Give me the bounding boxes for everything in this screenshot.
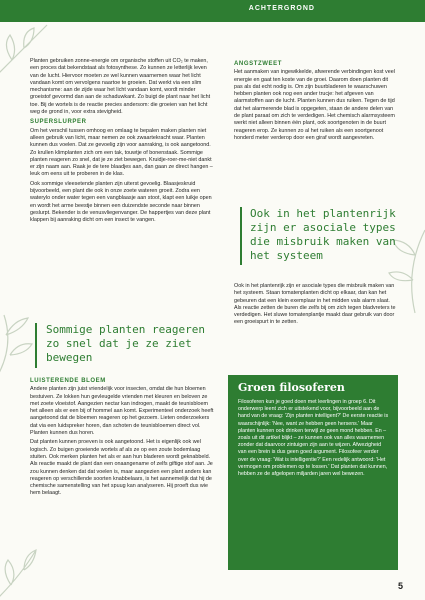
superslurper-paragraph-1: Om het verschil tussen omhoog en omlaag te bepalen maken planten niet alleen gebruik van licht, maar nemen ze ook zwaartekracht waar. Planten kunnen dus voelen. Dat ze gevoelig zijn voor aanraking, is ook aangetoond. Zo krullen klimplanten zich om een tak, touwtje of bonenstaak. Sommige planten reageren zo snel, dat je ze ziet bewegen. Kruidje-roer-me-niet dankt er zijn naam aan. Raak je de tere blaadjes aan, dan gaan ze direct hangen – leuk om eens uit te proberen in de klas. xyxy=(30,127,213,178)
header-bar xyxy=(0,0,425,22)
box-title: Groen filosoferen xyxy=(238,381,345,394)
right-column-middle xyxy=(234,283,398,329)
quote-bar-right xyxy=(240,207,242,265)
bloem-paragraph-2: Dat planten kunnen proeven is ook aangetoond. Het is eigenlijk ook wel logisch. Zo buigen groeiende wortels af als ze op een zoute bodemlaag stuiten. Ook merken planten het als er aan hun bladeren wordt geknabbeld. Als reactie maakt de plant dan een onaangename of zelfs giftige stof aan. Je zou kunnen denken dat dat voelen is, maar aangezien een plant anders kan reageren op verschillende soorten knabbelaars, is het aannemelijk dat hij de chemische samenstelling van het spuug kan analyseren. Hij proeft dus wie hem belaagt. xyxy=(30,439,213,497)
box-body: Filosoferen kun je goed doen met leerlingen in groep 6. Dit onderwerp leent zich er uitstekend voor, bijvoorbeeld aan de hand van de vraag: 'Zijn planten intelligent?' De eerste reactie is waarschijnlijk: 'Nee, want ze hebben geen hersens.' Maar planten kunnen ook drinken terwijl ze geen mond hebben. En – zoals uit dit artikel blijkt – ze kunnen ook van alles waarnemen zonder dat daarvoor zintuigen zijn aan te wijzen. Afwezigheid van een brein is dus geen goed argument. Filosofeer verder over de vraag: 'Wat is intelligentie?' Een redelijk antwoord: 'Het vermogen om problemen op te lossen.' Dat planten dat kunnen, hebben ze de afgelopen miljarden jaren wel bewezen. xyxy=(238,399,389,478)
pull-quote-asociale: Ook in het plantenrijk zijn er asociale types die misbruik maken van het systeem xyxy=(250,207,396,262)
right-column-top xyxy=(234,58,398,144)
groen-filosoferen-box xyxy=(228,375,398,570)
bloem-paragraph-1: Andere planten zijn juist vriendelijk voor insecten, omdat die hun bloemen bestuiven. Ze lokken hun gevleugelde vrienden met kleuren en beloven ze met zoete vloeistof. Aangezien nectar kan indrogen, maakt de teunisbloem het alleen als er een bij of hommel aan komt. Experimenteel onderzoek heeft aangetoond dat de bloemen reageren op het gezoem. Lieten onderzoekers dat via een luidspreker horen, dan schoten de teunisbloemen direct vol. Planten kunnen dus horen. xyxy=(30,386,214,437)
left-column-top xyxy=(30,58,216,227)
asociale-paragraph: Ook in het plantenrijk zijn er asociale types die misbruik maken van het systeem. Staan tomatenplanten dicht op elkaar, dan kan het gebeuren dat een klein exemplaar in het midden vals alarm slaat. Als reactie zetten de buren die zelfs bij om zich tegen bladvreters te verdedigen. Het sluwe tomatenplantje maakt daar gebruik van door een groeispurt in te zetten. xyxy=(234,283,396,326)
leaf-illustration-left-mid xyxy=(0,310,34,380)
section-tag: ACHTERGROND xyxy=(248,5,315,12)
quote-bar-left xyxy=(35,323,37,368)
heading-luisterende-bloem: LUISTERENDE BLOEM xyxy=(30,378,106,384)
heading-angstzweet: ANGSTZWEET xyxy=(234,61,282,67)
leaf-illustration-bottom-left xyxy=(0,540,56,600)
angstzweet-paragraph: Het aanmaken van ingewikkelde, afwerende verbindingen kost veel energie en gaat ten koste van de groei. Daarom doen planten dit pas als dat echt nodig is. Om zijn buurbladeren te waarschuwen hebben planten ook nog een ander trucje: het afgeven van alarmstoffen aan de lucht. Planten kunnen dus ruiken. Tegen de tijd dat het alarmerende blad is opgegeten, staan de andere delen van de plant paraat om zich te verdedigen. Het chemisch alarmsysteem werkt niet alleen binnen één plant, ook soortgenoten in de buurt reageren erop. Ze kunnen zo al het ruiken als een soortgenoot honderd meter verderop door een giraf wordt aangevreten. xyxy=(234,69,395,141)
intro-paragraph: Planten gebruiken zonne-energie om organische stoffen uit CO₂ te maken, een proces dat bekendstaat als fotosynthese. Zo kunnen ze letterlijk leven van de lucht. Hiervoor moeten ze wel kunnen waarnemen waar het licht vandaan komt om vervolgens naartoe te groeien. Dat werkt via een slim mechanisme: aan de zijde waar het licht vandaan komt, wordt minder groeistof gevormd dan aan de schaduwkant. Zo buigt de plant naar het licht toe. Bij de wortels is de reactie precies andersom: die groeien van het licht weg de grond in, voor extra stevigheid. xyxy=(30,58,211,116)
page-number: 5 xyxy=(397,581,403,591)
left-column-bottom xyxy=(30,375,216,500)
pull-quote-bewegen: Sommige planten reageren zo snel dat je ze ziet bewegen xyxy=(46,323,205,364)
superslurper-paragraph-2: Ook sommige vleesetende planten zijn uiterst gevoelig. Blaasjeskruid bijvoorbeeld, een plant die ook in onze zoete wateren groeit. Zodra een waterylo onder water tegen een vangblaasje aan stoot, klapt een luikje open en wordt het arme beestje binnen een duizendste seconde naar binnen geslurpt. Bekender is de venusvliegenvanger. De happertjes van deze plant klappen bij aanraking dicht om een insect te vangen. xyxy=(30,180,212,224)
heading-superslurper: SUPERSLURPER xyxy=(30,119,87,126)
